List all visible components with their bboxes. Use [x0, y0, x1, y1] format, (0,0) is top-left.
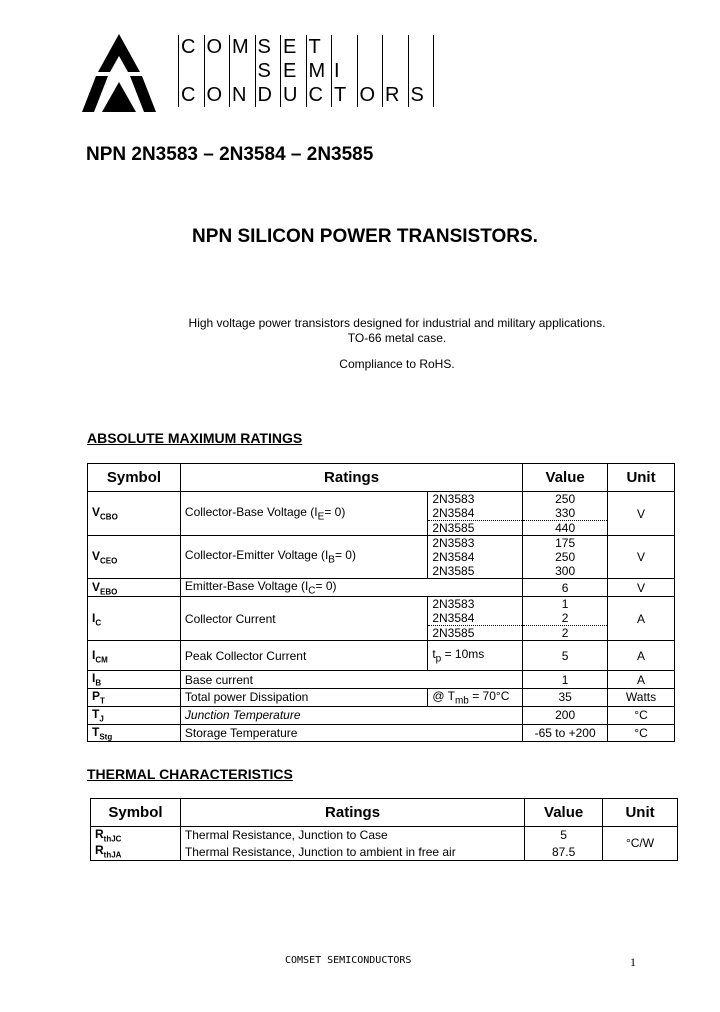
- symbol-pt: $P_T$: [88, 688, 181, 706]
- ratings-vebo: Emitter-Base Voltage $(I_C= 0)$: [180, 579, 522, 597]
- thermal-section-title: THERMAL CHARACTERISTICS: [87, 766, 293, 782]
- logo-letter: [204, 59, 230, 83]
- logo-letter: M: [306, 59, 332, 83]
- logo-letter: C: [178, 35, 204, 59]
- unit-tj: °C: [608, 707, 675, 724]
- header-ratings: Ratings: [180, 799, 524, 827]
- value-icm: 5: [523, 641, 608, 671]
- footer-company: COMSET SEMICONDUCTORS: [285, 955, 412, 966]
- logo-letter: [357, 59, 383, 83]
- value-cell: 250: [523, 550, 608, 564]
- footer-page-number: 1: [630, 955, 636, 969]
- part-cell: 2N3584: [428, 506, 523, 521]
- logo-letter: [382, 35, 408, 59]
- part-cell: 2N3585: [428, 564, 523, 579]
- unit-icm: A: [608, 641, 675, 671]
- ratings-ic: Collector Current: [180, 597, 427, 641]
- symbol-rthjc: $R_{thJC}$: [91, 827, 181, 844]
- logo-letter: [331, 35, 357, 59]
- part-cell: 2N3583: [428, 492, 523, 507]
- ratings-tj: Junction Temperature: [180, 707, 522, 724]
- ratings-rthjc: Thermal Resistance, Junction to Case: [184, 828, 388, 843]
- logo-letter: O: [204, 83, 230, 107]
- description-line-2: TO-66 metal case.: [347, 331, 447, 345]
- unit-tstg: °C: [608, 724, 675, 741]
- part-cell: 2N3583: [428, 597, 523, 612]
- logo-letter: [357, 35, 383, 59]
- symbol-ib: $I_B$: [88, 671, 181, 688]
- thermal-table: [90, 798, 678, 861]
- logo-letter: E: [280, 35, 306, 59]
- logo-letter: [178, 59, 204, 83]
- value-rthja: 87.5: [525, 843, 603, 860]
- unit-pt: Watts: [608, 688, 675, 706]
- value-vebo: 6: [523, 579, 608, 597]
- description-line-1: High voltage power transistors designed for industrial and military applications.: [188, 316, 606, 330]
- header-value: Value: [523, 464, 608, 492]
- value-pt: 35: [523, 688, 608, 706]
- logo-letter: I: [331, 59, 357, 83]
- logo-letter: T: [331, 83, 357, 107]
- header-unit: Unit: [608, 464, 675, 492]
- logo-letter: T: [306, 35, 332, 59]
- logo-letter: M: [229, 35, 255, 59]
- abs-max-section-title: ABSOLUTE MAXIMUM RATINGS: [87, 430, 303, 446]
- header-unit: Unit: [603, 799, 678, 827]
- logo-letter: R: [382, 83, 408, 107]
- logo-letter: [382, 59, 408, 83]
- logo-letter: E: [280, 59, 306, 83]
- unit-ib: A: [608, 671, 675, 688]
- logo-letter: [408, 35, 434, 59]
- symbol-vceo: $V_{CEO}$: [88, 536, 181, 579]
- ratings-pt: Total power Dissipation: [180, 688, 427, 706]
- header-symbol: Symbol: [88, 464, 181, 492]
- logo-letter: [408, 59, 434, 83]
- logo-letter: C: [306, 83, 332, 107]
- unit-vcbo: V: [608, 492, 675, 536]
- product-heading: NPN SILICON POWER TRANSISTORS.: [192, 226, 538, 247]
- condition-icm: $t_p = 10ms$: [428, 641, 523, 671]
- value-cell: 1: [523, 597, 608, 612]
- ratings-tstg: Storage Temperature: [180, 724, 522, 741]
- logo-letter: U: [280, 83, 306, 107]
- value-rthjc: 5: [525, 827, 603, 844]
- logo-letter: D: [255, 83, 281, 107]
- part-cell: 2N3585: [428, 521, 523, 536]
- value-cell: 330: [523, 506, 608, 521]
- abs-max-table: [87, 463, 675, 742]
- unit-ic: A: [608, 597, 675, 641]
- symbol-tstg: $T_{Stg}$: [88, 724, 181, 741]
- value-tj: 200: [523, 707, 608, 724]
- symbol-ic: $I_C$: [88, 597, 181, 641]
- logo-letter: S: [408, 83, 434, 107]
- table-header-row: [91, 799, 678, 827]
- company-logo-icon: [82, 34, 156, 114]
- ratings-vcbo: Collector-Base Voltage $(I_E= 0)$: [180, 492, 427, 536]
- page-title: NPN 2N3583 – 2N3584 – 2N3585: [86, 144, 374, 165]
- value-cell: 2: [523, 626, 608, 641]
- value-ib: 1: [523, 671, 608, 688]
- ratings-icm: Peak Collector Current: [180, 641, 427, 671]
- logo-letter: O: [357, 83, 383, 107]
- unit-vebo: V: [608, 579, 675, 597]
- value-cell: 175: [523, 536, 608, 551]
- ratings-vceo: Collector-Emitter Voltage $(I_B= 0)$: [180, 536, 427, 579]
- part-cell: 2N3584: [428, 550, 523, 564]
- logo-letter: S: [255, 35, 281, 59]
- value-cell: 2: [523, 611, 608, 626]
- part-cell: 2N3584: [428, 611, 523, 626]
- unit-thermal: °C/W: [603, 827, 678, 861]
- description-line-3: Compliance to RoHS.: [339, 357, 455, 371]
- table-header-row: [88, 464, 675, 492]
- symbol-rthja: $R_{thJA}$: [91, 843, 181, 860]
- logo-letter: O: [204, 35, 230, 59]
- logo-letter: N: [229, 83, 255, 107]
- value-cell: 300: [523, 564, 608, 579]
- ratings-rthja: Thermal Resistance, Junction to ambient in free air: [180, 843, 524, 860]
- header-value: Value: [525, 799, 603, 827]
- header-symbol: Symbol: [91, 799, 181, 827]
- unit-vceo: V: [608, 536, 675, 579]
- value-tstg: -65 to +200: [523, 724, 608, 741]
- symbol-vebo: $V_{EBO}$: [88, 579, 181, 597]
- part-cell: 2N3585: [428, 626, 523, 641]
- table-row: [88, 492, 675, 507]
- value-cell: 250: [523, 492, 608, 507]
- company-logo-text: [178, 35, 434, 107]
- value-cell: 440: [523, 521, 608, 536]
- ratings-ib: Base current: [180, 671, 522, 688]
- symbol-tj: $T_J$: [88, 707, 181, 724]
- header-ratings: Ratings: [180, 464, 522, 492]
- part-cell: 2N3583: [428, 536, 523, 551]
- condition-pt: @ $T_{mb} = 70^\circ C$: [428, 688, 523, 706]
- logo-letter: [229, 59, 255, 83]
- symbol-vcbo: $V_{CBO}$: [88, 492, 181, 536]
- logo-letter: S: [255, 59, 281, 83]
- logo-letter: C: [178, 83, 204, 107]
- symbol-icm: $I_{CM}$: [88, 641, 181, 671]
